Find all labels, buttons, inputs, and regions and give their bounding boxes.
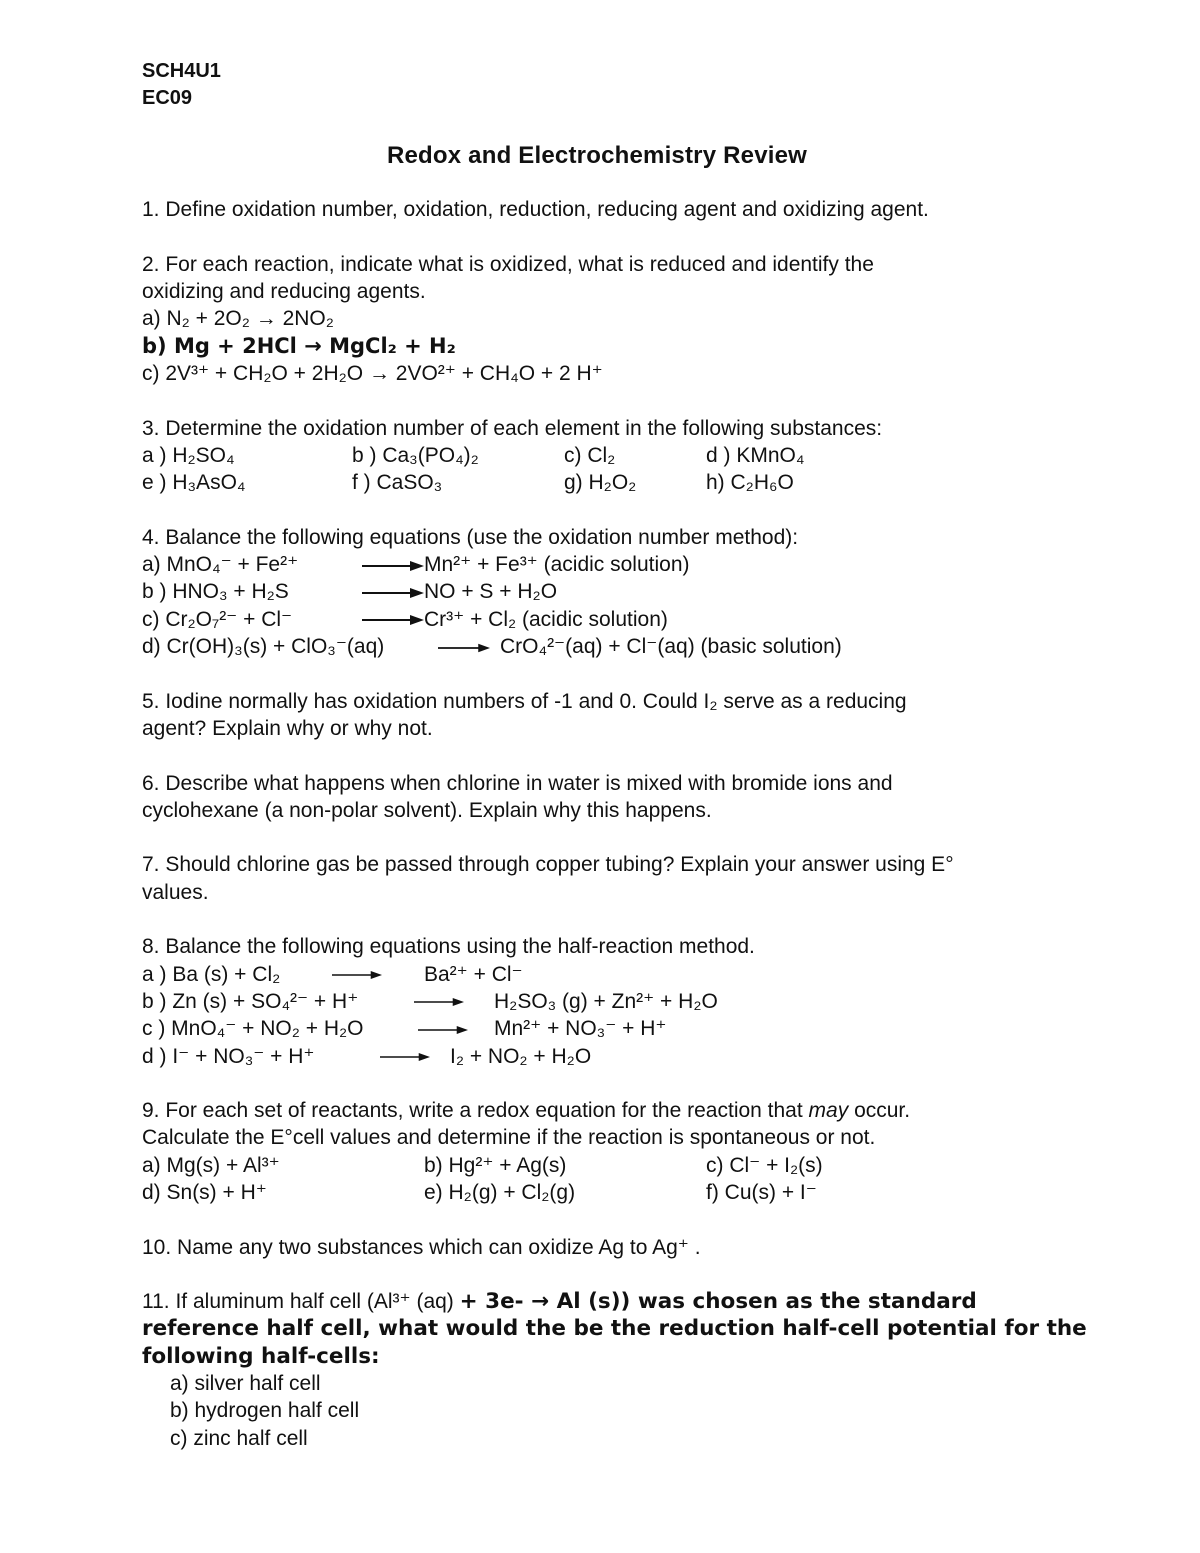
- question-2-line-2: oxidizing and reducing agents.: [142, 280, 426, 304]
- question-7-line-2: values.: [142, 880, 209, 904]
- question-6-line-2: cyclohexane (a non-polar solvent). Explain why this happens.: [142, 798, 712, 822]
- question-9-line-2: Calculate the E°cell values and determine if the reaction is spontaneous or not.: [142, 1126, 876, 1150]
- substance-c: c) Cl₂: [564, 443, 616, 467]
- half-cell-b: b) hydrogen half cell: [170, 1399, 360, 1423]
- question-3-stem: 3. Determine the oxidation number of each element in the following substances:: [142, 416, 883, 440]
- products: Cr³⁺ + Cl₂ (acidic solution): [424, 607, 668, 631]
- question-9-row-1: [142, 1152, 1072, 1179]
- arrow-icon: [362, 551, 424, 578]
- substance-g: g) H₂O₂: [564, 471, 637, 495]
- question-10: 10. Name any two substances which can oxidize Ag to Ag⁺ .: [142, 1235, 701, 1259]
- arrow-icon: [418, 1015, 468, 1042]
- reactant-set-b: b) Hg²⁺ + Ag(s): [424, 1153, 567, 1177]
- reactants: b ) HNO₃ + H₂S: [142, 580, 289, 604]
- question-3-row-2: [142, 469, 1072, 496]
- reactant-set-c: c) Cl⁻ + I₂(s): [706, 1153, 823, 1177]
- question-5-line-2: agent? Explain why or why not.: [142, 716, 433, 740]
- arrow-icon: [362, 606, 424, 633]
- half-cell-a: a) silver half cell: [170, 1372, 321, 1396]
- reactant-set-e: e) H₂(g) + Cl₂(g): [424, 1180, 576, 1204]
- question-9-text-end: occur.: [848, 1099, 911, 1123]
- question-5-line-1: 5. Iodine normally has oxidation numbers of -1 and 0. Could I₂ serve as a reducing: [142, 689, 907, 713]
- arrow-icon: [380, 1043, 430, 1070]
- arrow-icon: [362, 578, 424, 605]
- substance-b: b ) Ca₃(PO₄)₂: [352, 443, 479, 467]
- reactants: a) MnO₄⁻ + Fe²⁺: [142, 553, 299, 577]
- question-11-line-2: reference half cell, what would the be the reduction half-cell potential for the: [142, 1316, 1087, 1342]
- substance-h: h) C₂H₆O: [706, 471, 794, 495]
- question-9-line-1: [142, 1097, 1072, 1124]
- reactant-set-f: f) Cu(s) + I⁻: [706, 1180, 817, 1204]
- question-2-c: c) 2V³⁺ + CH₂O + 2H₂O → 2VO²⁺ + CH₄O + 2 H⁺: [142, 362, 603, 386]
- products: NO + S + H₂O: [424, 580, 558, 604]
- substance-e: e ) H₃AsO₄: [142, 471, 246, 495]
- question-11-line-1: [142, 1288, 1072, 1315]
- question-11-bold-text: + 3e- → Al (s)) was chosen as the standard: [459, 1289, 977, 1315]
- products: CrO₄²⁻(aq) + Cl⁻(aq) (basic solution): [500, 635, 842, 659]
- reactant-set-d: d) Sn(s) + H⁺: [142, 1180, 267, 1204]
- substance-a: a ) H₂SO₄: [142, 443, 235, 467]
- reactants: d ) I⁻ + NO₃⁻ + H⁺: [142, 1044, 315, 1068]
- question-8-eq-d: [142, 1043, 1072, 1070]
- question-8-eq-a: [142, 961, 1072, 988]
- reactants: d) Cr(OH)₃(s) + ClO₃⁻(aq): [142, 635, 385, 659]
- question-4-eq-a: [142, 551, 1072, 578]
- question-9-row-2: [142, 1179, 1072, 1206]
- question-9-text: 9. For each set of reactants, write a redox equation for the reaction that: [142, 1099, 809, 1123]
- reactants: c ) MnO₄⁻ + NO₂ + H₂O: [142, 1017, 364, 1041]
- question-2-b: b) Mg + 2HCl → MgCl₂ + H₂: [142, 333, 456, 358]
- question-9-emphasis: may: [808, 1099, 849, 1123]
- question-8-stem: 8. Balance the following equations using the half-reaction method.: [142, 935, 755, 959]
- products: Mn²⁺ + NO₃⁻ + H⁺: [494, 1017, 667, 1041]
- question-4-eq-c: [142, 606, 1072, 633]
- question-1: 1. Define oxidation number, oxidation, reduction, reducing agent and oxidizing agent.: [142, 198, 929, 222]
- products: H₂SO₃ (g) + Zn²⁺ + H₂O: [494, 989, 718, 1013]
- question-11-line-3: following half-cells:: [142, 1343, 380, 1369]
- reactant-set-a: a) Mg(s) + Al³⁺: [142, 1153, 280, 1177]
- question-4-stem: 4. Balance the following equations (use the oxidation number method):: [142, 525, 799, 549]
- products: Mn²⁺ + Fe³⁺ (acidic solution): [424, 553, 690, 577]
- reactants: a ) Ba (s) + Cl₂: [142, 962, 281, 986]
- page-title: Redox and Electrochemistry Review: [386, 142, 808, 169]
- course-code: SCH4U1: [142, 60, 221, 82]
- question-11-text: 11. If aluminum half cell (Al³⁺ (aq): [142, 1290, 460, 1314]
- worksheet-page: [142, 58, 1087, 1452]
- question-4-eq-b: [142, 578, 1072, 605]
- arrow-icon: [414, 988, 464, 1015]
- question-2-a: a) N₂ + 2O₂ → 2NO₂: [142, 307, 334, 331]
- arrow-icon: [332, 961, 382, 988]
- question-2-line-1: 2. For each reaction, indicate what is oxidized, what is reduced and identify the: [142, 252, 874, 276]
- question-6-line-1: 6. Describe what happens when chlorine in water is mixed with bromide ions and: [142, 771, 893, 795]
- question-3-row-1: [142, 442, 1072, 469]
- question-7-line-1: 7. Should chlorine gas be passed through copper tubing? Explain your answer using E°: [142, 853, 954, 877]
- products: Ba²⁺ + Cl⁻: [424, 962, 523, 986]
- question-8-eq-b: [142, 988, 1072, 1015]
- substance-d: d ) KMnO₄: [706, 443, 805, 467]
- half-cell-c: c) zinc half cell: [170, 1426, 308, 1450]
- reactants: c) Cr₂O₇²⁻ + Cl⁻: [142, 607, 293, 631]
- question-4-eq-d: [142, 633, 1072, 660]
- reactants: b ) Zn (s) + SO₄²⁻ + H⁺: [142, 989, 359, 1013]
- question-8-eq-c: [142, 1015, 1072, 1042]
- products: I₂ + NO₂ + H₂O: [450, 1044, 592, 1068]
- substance-f: f ) CaSO₃: [352, 471, 443, 495]
- worksheet-code: EC09: [142, 87, 193, 109]
- arrow-icon: [438, 633, 490, 660]
